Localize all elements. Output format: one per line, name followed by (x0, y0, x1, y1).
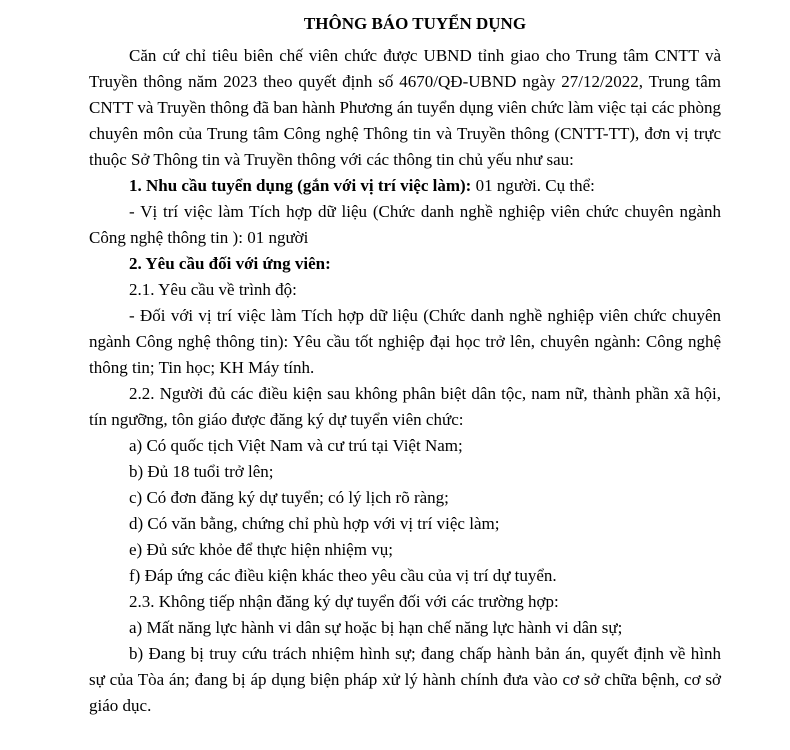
section1-heading: 1. Nhu cầu tuyển dụng (gắn với vị trí việc làm): (129, 176, 472, 195)
section2-2-item-d: d) Có văn bằng, chứng chỉ phù hợp với vị trí việc làm; (129, 514, 500, 533)
intro-paragraph: Căn cứ chỉ tiêu biên chế viên chức được UBND tỉnh giao cho Trung tâm CNTT và Truyền thông năm 2023 theo quyết định số 4670/QĐ-UBND ngày 27/12/2022, Trung tâm CNTT và Truyền thông đã ban hành Phương án tuyển dụng viên chức làm việc tại các phòng chuyên môn của Trung tâm Công nghệ Thông tin và Truyền thông (CNTT-TT), đơn vị trực thuộc Sở Thông tin và Truyền thông với các thông tin chủ yếu như sau: (89, 46, 721, 169)
section2-2-heading: 2.2. Người đủ các điều kiện sau không phân biệt dân tộc, nam nữ, thành phần xã hội, tín ngưỡng, tôn giáo được đăng ký dự tuyển viên chức: (89, 384, 721, 429)
section2-heading-line (89, 251, 721, 277)
section2-3-item-b: b) Đang bị truy cứu trách nhiệm hình sự; đang chấp hành bản án, quyết định về hình sự của Tòa án; đang bị áp dụng biện pháp xử lý hành chính đưa vào cơ sở chữa bệnh, cơ sở giáo dục. (89, 644, 721, 715)
document-title: THÔNG BÁO TUYỂN DỤNG (303, 14, 527, 33)
section2-2-item-c: c) Có đơn đăng ký dự tuyển; có lý lịch rõ ràng; (129, 488, 449, 507)
section1-heading-tail: 01 người. Cụ thể: (471, 176, 595, 195)
section2-heading: 2. Yêu cầu đối với ứng viên: (129, 254, 331, 273)
section1-item: - Vị trí việc làm Tích hợp dữ liệu (Chức danh nghề nghiệp viên chức chuyên ngành Công nghệ thông tin ): 01 người (89, 202, 721, 247)
section2-1-heading: 2.1. Yêu cầu về trình độ: (129, 280, 297, 299)
section2-3-heading: 2.3. Không tiếp nhận đăng ký dự tuyển đối với các trường hợp: (129, 592, 559, 611)
section2-2-item-f: f) Đáp ứng các điều kiện khác theo yêu cầu của vị trí dự tuyển. (129, 566, 557, 585)
section2-1-item: - Đối với vị trí việc làm Tích hợp dữ liệu (Chức danh nghề nghiệp viên chức chuyên ngành Công nghệ thông tin): Yêu cầu tốt nghiệp đại học trở lên, chuyên ngành: Công nghệ thông tin; Tin học; KH Máy tính. (89, 306, 721, 377)
section2-2-item-e: e) Đủ sức khỏe để thực hiện nhiệm vụ; (129, 540, 393, 559)
section2-3-item-a: a) Mất năng lực hành vi dân sự hoặc bị hạn chế năng lực hành vi dân sự; (129, 618, 623, 637)
section1-heading-line (89, 173, 721, 199)
section2-2-item-b: b) Đủ 18 tuổi trở lên; (129, 462, 274, 481)
section2-2-item-a: a) Có quốc tịch Việt Nam và cư trú tại Việt Nam; (129, 436, 463, 455)
